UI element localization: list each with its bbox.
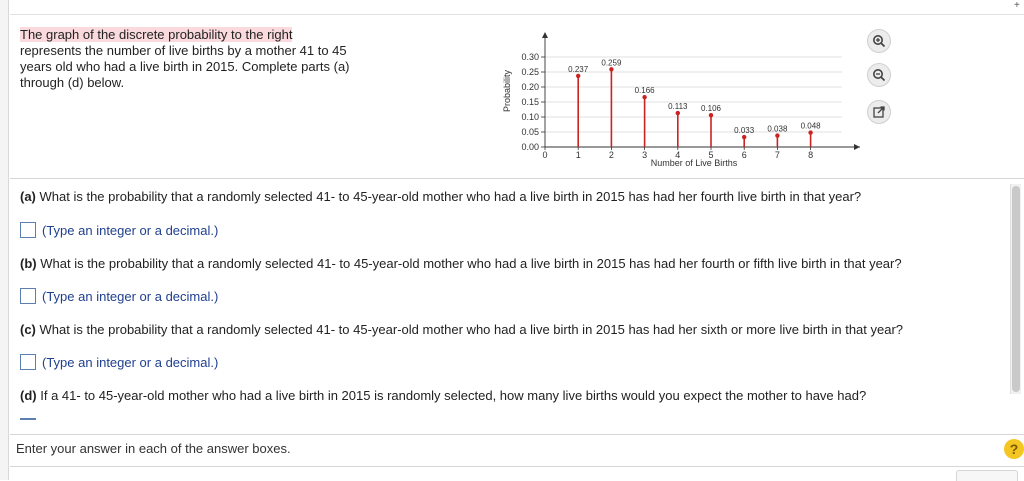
probability-chart: [490, 26, 870, 176]
x-tick-label: 5: [708, 150, 714, 160]
data-label: 0.038: [767, 124, 788, 134]
chart-y-axis-label: Probability: [502, 69, 512, 113]
intro-rest: represents the number of live births by a mother 41 to 45 years old who had a live birth in 2015. Complete parts (a) through (d) below.: [20, 43, 350, 90]
y-tick-label: 0.05: [521, 127, 539, 137]
intro-text: [20, 27, 350, 91]
stem-point: [576, 74, 580, 78]
section-divider: [10, 178, 1024, 179]
answer-box-c[interactable]: [20, 354, 36, 370]
help-button[interactable]: [1004, 439, 1024, 459]
chart-axes: [521, 32, 860, 160]
zoom-out-button[interactable]: [867, 63, 891, 87]
answer-box-a[interactable]: [20, 222, 36, 238]
y-tick-label: 0.20: [521, 82, 539, 92]
intro-highlighted: The graph of the discrete probability to the right: [20, 27, 293, 42]
top-divider: [10, 14, 1024, 15]
answer-hint-c: (Type an integer or a decimal.): [42, 354, 219, 370]
x-tick-label: 4: [675, 150, 681, 160]
bottom-divider: [10, 466, 1024, 467]
question-c: [20, 322, 903, 337]
x-tick-label: 7: [774, 150, 780, 160]
x-axis-arrow: [854, 144, 860, 150]
x-tick-label: 3: [642, 150, 648, 160]
answer-box-b[interactable]: [20, 288, 36, 304]
corner-mark: +: [1014, 0, 1020, 11]
y-tick-label: 0.25: [521, 67, 539, 77]
question-a-text: What is the probability that a randomly selected 41- to 45-year-old mother who had a live birth in 2015 has had her fourth live birth in that year?: [39, 189, 862, 204]
chart-grid: [545, 57, 842, 132]
data-label: 0.237: [568, 64, 589, 74]
data-label: 0.113: [668, 102, 688, 112]
question-c-text: What is the probability that a randomly selected 41- to 45-year-old mother who had a live birth in 2015 has had her sixth or more live birth in that year?: [39, 322, 904, 337]
zoom-in-button[interactable]: [867, 29, 891, 53]
y-axis-arrow: [542, 32, 548, 38]
popout-button[interactable]: [867, 100, 891, 124]
y-tick-label: 0.15: [521, 97, 539, 107]
question-a: [20, 189, 861, 204]
question-d-text: If a 41- to 45-year-old mother who had a live birth in 2015 is randomly selected, how many live births would you expect the mother to have had?: [40, 388, 867, 403]
data-label: 0.106: [700, 104, 722, 114]
x-tick-label: 0: [542, 150, 548, 160]
data-label: 0.048: [800, 121, 821, 131]
data-label: 0.259: [601, 58, 622, 68]
question-d-part: (d): [20, 388, 37, 403]
question-b-text: What is the probability that a randomly selected 41- to 45-year-old mother who had a live birth in 2015 has had her fourth or fifth live birth in that year?: [40, 256, 902, 271]
stem-point: [808, 130, 812, 134]
answer-box-d[interactable]: [20, 418, 36, 426]
question-a-part: (a): [20, 189, 36, 204]
answer-row-a: [20, 220, 218, 240]
x-tick-label: 6: [741, 150, 747, 160]
zoom-in-icon: [872, 34, 886, 48]
content-scrollbar[interactable]: [1010, 184, 1021, 394]
y-tick-label: 0.00: [521, 142, 539, 152]
popout-icon: [872, 105, 886, 119]
stem-point: [642, 95, 646, 99]
corner-tab[interactable]: [956, 470, 1018, 481]
help-icon: ?: [1009, 441, 1019, 457]
y-tick-label: 0.10: [521, 112, 539, 122]
x-tick-label: 1: [575, 150, 581, 160]
y-tick-label: 0.30: [521, 52, 539, 62]
question-c-part: (c): [20, 322, 36, 337]
stem-point: [676, 111, 680, 115]
question-b: [20, 256, 902, 271]
chart-x-axis-label: Number of Live Births: [650, 158, 738, 168]
answer-row-c: [20, 352, 218, 372]
stem-point: [609, 67, 613, 71]
data-label: 0.166: [634, 86, 655, 96]
data-label: 0.033: [734, 126, 755, 136]
answer-hint-a: (Type an integer or a decimal.): [42, 222, 219, 238]
stem-point: [742, 135, 746, 139]
x-tick-label: 2: [608, 150, 614, 160]
scrollbar-thumb[interactable]: [1012, 186, 1020, 392]
x-tick-label: 8: [808, 150, 814, 160]
question-d: [20, 388, 866, 403]
stem-point: [709, 113, 713, 117]
stem-point: [775, 133, 779, 137]
question-b-part: (b): [20, 256, 37, 271]
left-edge-strip: [0, 0, 9, 480]
answer-row-b: [20, 286, 218, 306]
zoom-out-icon: [872, 68, 886, 82]
answer-hint-b: (Type an integer or a decimal.): [42, 288, 219, 304]
footer-instruction: Enter your answer in each of the answer boxes.: [16, 441, 291, 456]
